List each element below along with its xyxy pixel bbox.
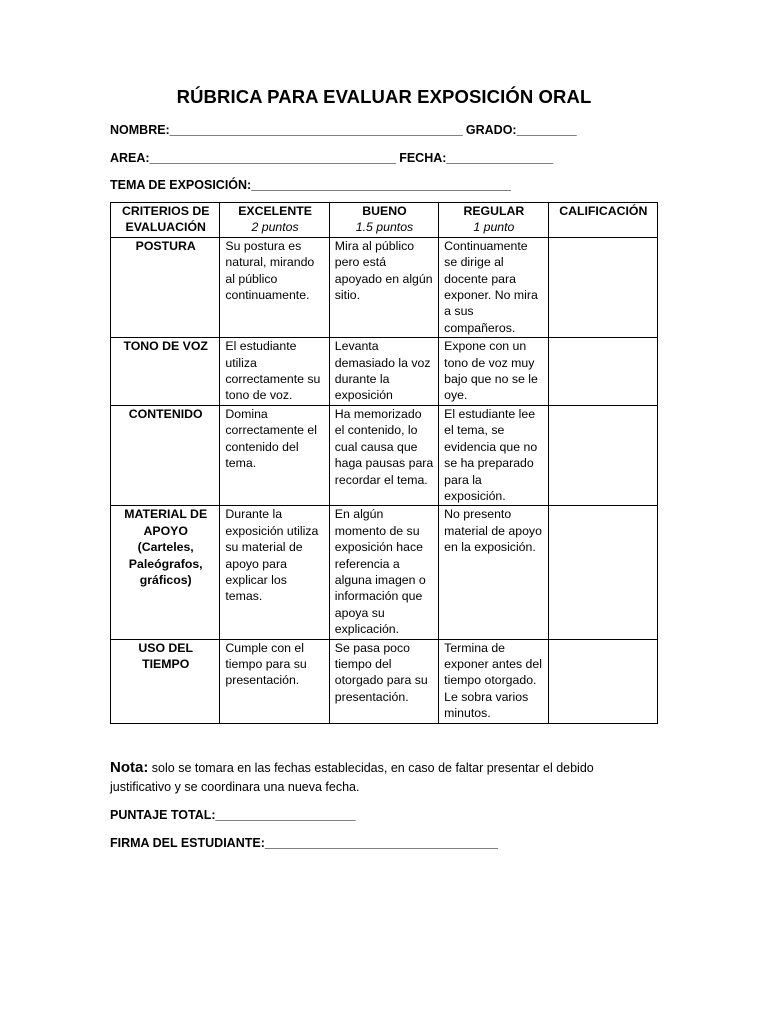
nombre-grado-field — [110, 123, 576, 137]
firma-blank[interactable]: ___________________________________ — [264, 836, 498, 850]
excelente-cell: Domina correctamente el contenido del tema. — [220, 405, 329, 505]
nombre-label: NOMBRE: — [110, 123, 170, 137]
table-row — [111, 639, 658, 723]
table-row — [111, 405, 658, 505]
header-label: REGULAR — [463, 204, 525, 218]
calificacion-cell[interactable] — [548, 506, 657, 639]
bueno-cell: Ha memorizado el contenido, lo cual causa que haga pausas para recordar el tema. — [329, 405, 438, 505]
tema-field — [110, 178, 511, 192]
criterion-cell: POSTURA — [111, 237, 220, 337]
fecha-label: FECHA: — [399, 151, 447, 165]
area-label: AREA: — [110, 151, 150, 165]
grado-label: GRADO: — [465, 123, 517, 137]
calificacion-cell[interactable] — [548, 237, 657, 337]
bueno-cell: En algún momento de su exposición hace referencia a alguna imagen o información que apoya su explicación. — [329, 506, 438, 639]
bueno-cell: Levanta demasiado la voz durante la exposición — [329, 338, 438, 406]
puntaje-label: PUNTAJE TOTAL: — [110, 808, 216, 822]
firma-field — [110, 836, 498, 850]
rubric-table — [110, 202, 658, 724]
tema-label: TEMA DE EXPOSICIÓN: — [110, 178, 252, 192]
nota-paragraph — [110, 758, 630, 797]
nombre-blank[interactable]: ____________________________________________ — [169, 123, 463, 137]
calificacion-cell[interactable] — [548, 405, 657, 505]
regular-cell: No presento material de apoyo en la exposición. — [439, 506, 548, 639]
calificacion-cell[interactable] — [548, 639, 657, 723]
bueno-cell: Mira al público pero está apoyado en algún sitio. — [329, 237, 438, 337]
criterion-cell: CONTENIDO — [111, 405, 220, 505]
excelente-cell: Cumple con el tiempo para su presentación. — [220, 639, 329, 723]
area-blank[interactable]: _____________________________________ — [149, 151, 396, 165]
puntaje-total-field — [110, 808, 355, 822]
table-row — [111, 237, 658, 337]
fecha-blank[interactable]: ________________ — [446, 151, 553, 165]
document-title: RÚBRICA PARA EVALUAR EXPOSICIÓN ORAL — [176, 86, 592, 107]
criterion-cell: USO DEL TIEMPO — [111, 639, 220, 723]
table-row — [111, 338, 658, 406]
regular-cell: Continuamente se dirige al docente para exponer. No mira a sus compañeros. — [439, 237, 548, 337]
firma-label: FIRMA DEL ESTUDIANTE: — [110, 836, 265, 850]
header-points: 1 punto — [473, 220, 515, 235]
header-label: CALIFICACIÓN — [559, 204, 648, 218]
bueno-cell: Se pasa poco tiempo del otorgado para su presentación. — [329, 639, 438, 723]
calificacion-cell[interactable] — [548, 338, 657, 406]
header-calificacion — [548, 203, 657, 238]
criterion-cell: MATERIAL DE APOYO (Carteles, Paleógrafos, gráficos) — [111, 506, 220, 639]
header-label: BUENO — [362, 204, 407, 218]
grado-blank[interactable]: _________ — [516, 123, 577, 137]
nota-label: Nota: — [110, 759, 149, 776]
excelente-cell: Durante la exposición utiliza su material de apoyo para explicar los temas. — [220, 506, 329, 639]
header-excelente — [220, 203, 329, 238]
tema-blank[interactable]: _______________________________________ — [251, 178, 511, 192]
regular-cell: El estudiante lee el tema, se evidencia que no se ha preparado para la exposición. — [439, 405, 548, 505]
table-row — [111, 506, 658, 639]
excelente-cell: El estudiante utiliza correctamente su tono de voz. — [220, 338, 329, 406]
header-regular — [439, 203, 548, 238]
header-label: CRITERIOS DE EVALUACIÓN — [121, 204, 210, 235]
regular-cell: Termina de exponer antes del tiempo otorgado. Le sobra varios minutos. — [439, 639, 548, 723]
excelente-cell: Su postura es natural, mirando al público continuamente. — [220, 237, 329, 337]
header-points: 1.5 puntos — [355, 220, 414, 235]
header-label: EXCELENTE — [238, 204, 312, 218]
header-points: 2 puntos — [251, 220, 299, 235]
puntaje-blank[interactable]: _____________________ — [215, 808, 356, 822]
header-bueno — [329, 203, 438, 238]
header-row — [111, 203, 658, 238]
criterion-cell: TONO DE VOZ — [111, 338, 220, 406]
regular-cell: Expone con un tono de voz muy bajo que no se le oye. — [439, 338, 548, 406]
nota-text: solo se tomara en las fechas establecidas, en caso de faltar presentar el debido justificativo y se coordinara una nueva fecha. — [110, 761, 594, 794]
header-criterios — [111, 203, 220, 238]
area-fecha-field — [110, 151, 553, 165]
